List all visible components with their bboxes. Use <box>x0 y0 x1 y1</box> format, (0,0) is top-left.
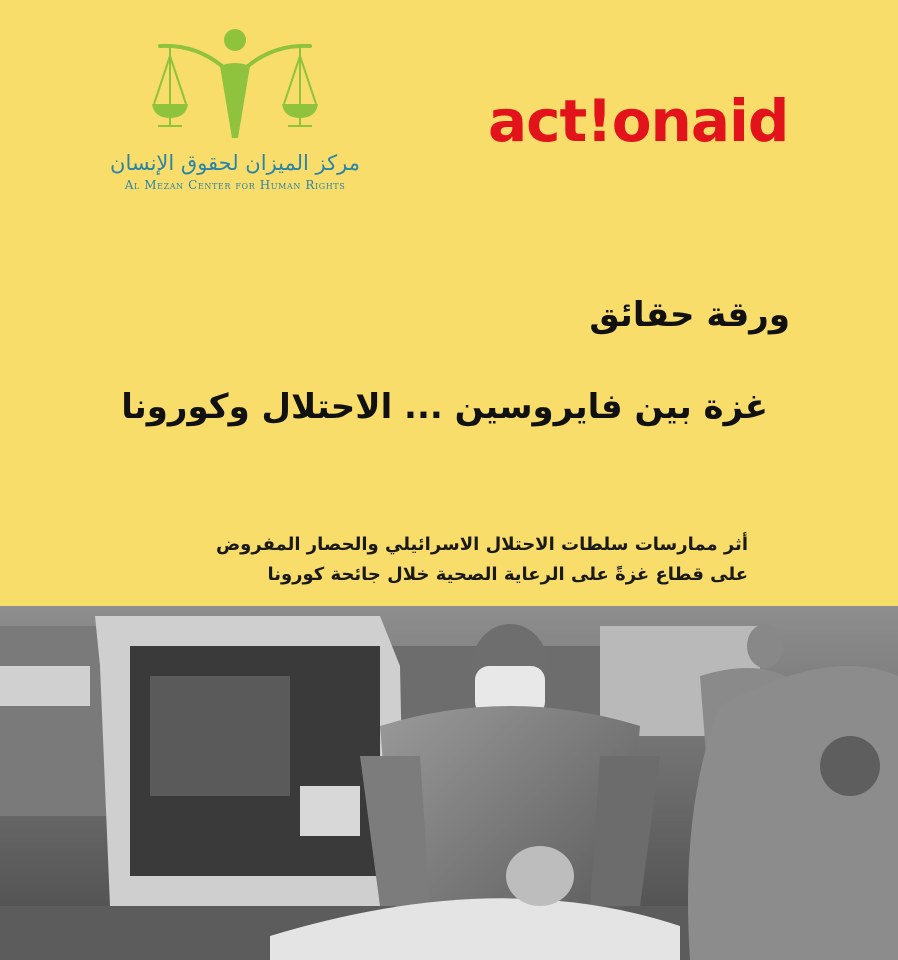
document-subtitle <box>148 530 748 590</box>
mezan-english-name: Al Mezan Center for Human Rights <box>124 178 346 192</box>
cover-photo <box>0 606 898 960</box>
scales-of-justice-icon <box>150 26 320 154</box>
document-title: غزة بين فايروسين ... الاحتلال وكورونا <box>121 387 768 427</box>
subtitle-line-1: أثر ممارسات سلطات الاحتلال الاسرائيلي والحصار المفروض <box>215 534 748 555</box>
subtitle-line-2: على قطاع غزةً على الرعاية الصحية خلال جائحة كورونا <box>267 564 748 585</box>
document-type: ورقة حقائق <box>589 295 790 335</box>
actionaid-logo: act!onaid <box>488 87 789 155</box>
al-mezan-logo <box>80 20 390 200</box>
mezan-arabic-name: مركز الميزان لحقوق الإنسان <box>110 151 360 175</box>
